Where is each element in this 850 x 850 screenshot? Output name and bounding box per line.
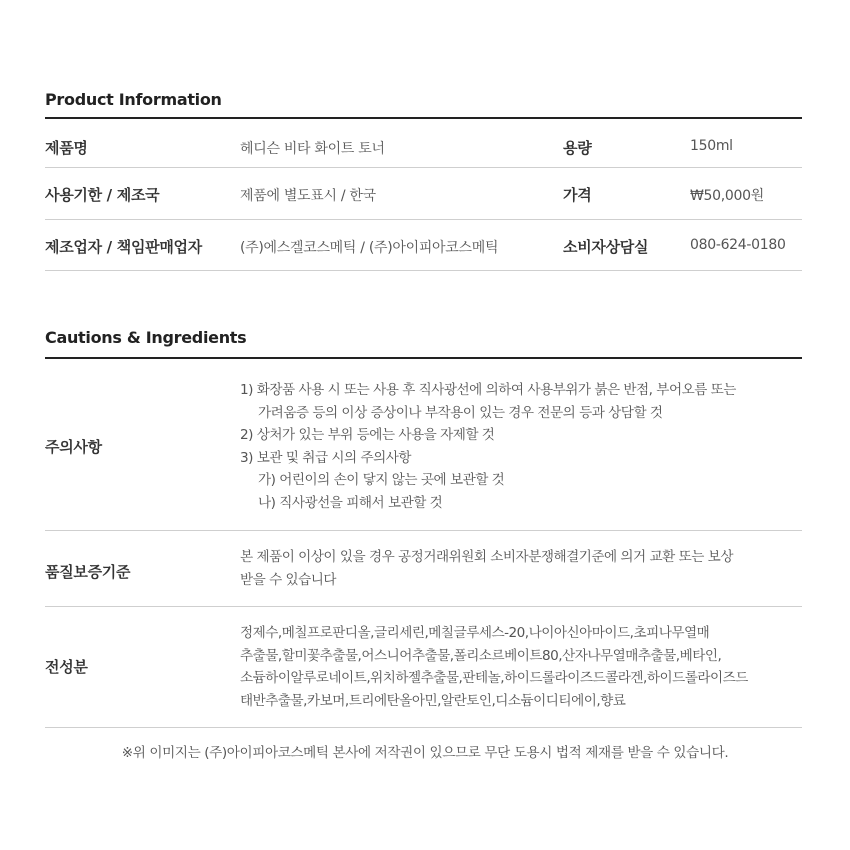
label-precautions: 주의사항 — [45, 438, 102, 456]
label-customer-service: 소비자상담실 — [563, 238, 649, 256]
value-volume: 150ml — [690, 138, 733, 154]
value-price: ₩50,000원 — [690, 188, 764, 204]
product-info-title: Product Information — [45, 90, 222, 109]
row-divider — [45, 167, 802, 168]
precautions-line: 가려움증 등의 이상 증상이나 부작용이 있는 경우 전문의 등과 상담할 것 — [258, 404, 663, 421]
ingredients-line: 정제수,메칠프로판디올,글리세린,메칠글루세스-20,나이아신아마이드,초피나무열매 — [240, 625, 710, 641]
row-divider — [45, 530, 802, 531]
precautions-line: 가) 어린이의 손이 닿지 않는 곳에 보관할 것 — [258, 472, 505, 488]
precautions-line: 3) 보관 및 취급 시의 주의사항 — [240, 449, 412, 466]
label-manufacturer: 제조업자 / 책임판매업자 — [45, 238, 202, 256]
precautions-text — [240, 379, 808, 514]
value-expiry-origin: 제품에 별도표시 / 한국 — [240, 188, 376, 204]
label-volume: 용량 — [563, 139, 592, 157]
copyright-footnote: ※위 이미지는 (주)아이피아코스메틱 본사에 저작권이 있으므로 무단 도용시 법적 제재를 받을 수 있습니다. — [121, 745, 729, 761]
row-divider — [45, 270, 802, 271]
precautions-line: 1) 화장품 사용 시 또는 사용 후 직사광선에 의하여 사용부위가 붉은 반점, 부어오름 또는 — [240, 382, 736, 398]
value-manufacturer: (주)에스겔코스메틱 / (주)아이피아코스메틱 — [240, 240, 499, 256]
cautions-title: Cautions & Ingredients — [45, 328, 247, 347]
label-product-name: 제품명 — [45, 139, 88, 157]
quality-guarantee-text — [240, 546, 808, 591]
product-info-top-rule — [45, 117, 802, 119]
ingredients-line: 소듐하이알루로네이트,위치하젤추출물,판테놀,하이드롤라이즈드콜라겐,하이드롤라이즈드 — [240, 670, 748, 686]
precautions-line: 2) 상처가 있는 부위 등에는 사용을 자제할 것 — [240, 427, 495, 443]
row-divider — [45, 606, 802, 607]
cautions-top-rule — [45, 357, 802, 359]
precautions-line: 나) 직사광선을 피해서 보관할 것 — [258, 494, 443, 511]
quality-line: 본 제품이 이상이 있을 경우 공정거래위원회 소비자분쟁해결기준에 의거 교환 또는 보상 — [240, 549, 733, 565]
ingredients-line: 추출물,할미꽃추출물,어스니어추출물,폴리소르베이트80,산자나무열매추출물,베타인, — [240, 647, 722, 664]
quality-line: 받을 수 있습니다 — [240, 571, 337, 588]
ingredients-line: 태반추출물,카보머,트리에탄올아민,알란토인,디소듐이디티에이,향료 — [240, 692, 626, 709]
value-customer-service: 080-624-0180 — [690, 237, 786, 253]
value-product-name: 헤디슨 비타 화이트 토너 — [240, 141, 385, 157]
label-quality-guarantee: 품질보증기준 — [45, 563, 131, 581]
row-divider — [45, 727, 802, 728]
row-divider — [45, 219, 802, 220]
label-expiry-origin: 사용기한 / 제조국 — [45, 186, 160, 204]
ingredients-text — [240, 622, 808, 712]
label-price: 가격 — [563, 186, 592, 204]
label-ingredients: 전성분 — [45, 658, 88, 676]
